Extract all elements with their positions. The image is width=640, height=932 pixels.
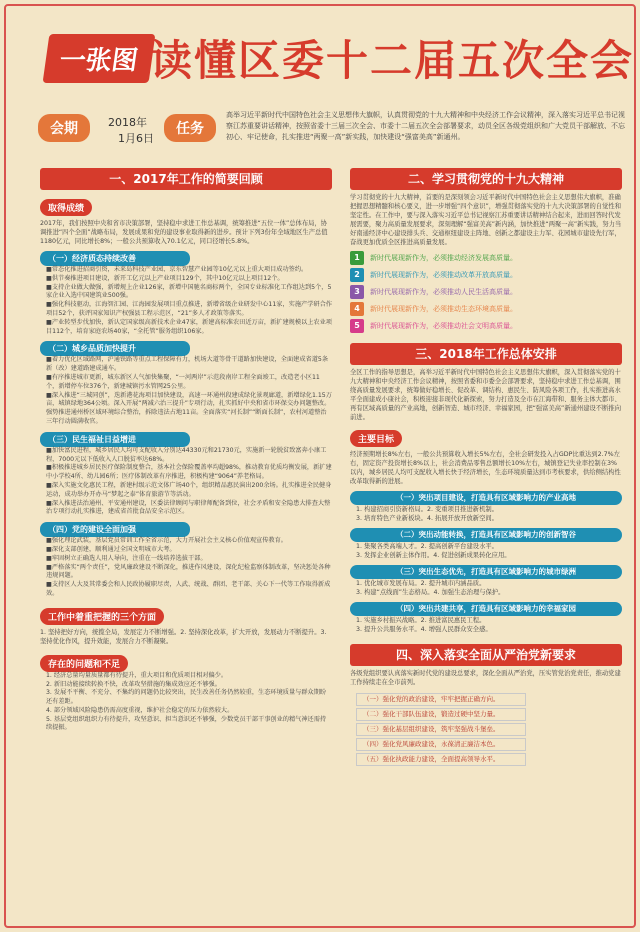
list-item: ■支持企业做大做强，新增规上企业126家，新增中国驰名商标两个，全国专业标准化工作组达到5个，5家企业入选中国建筑业500强。: [46, 283, 332, 300]
list-item: ■积极推进城乡居民医疗保险制度整合，基本社会保险覆盖率均超98%，推动教育优质均衡发展，新扩建中小学校4所、幼儿园6所；医疗体制改革有序推进，积极构建“9064”养老格局。: [46, 464, 332, 481]
section3-title: 三、2018年工作总体安排: [350, 343, 622, 365]
list-item: （二）强化干部队伍建设，锻造过硬中坚力量。: [356, 708, 526, 721]
task-item: 1. 实施乡村振兴战略。2. 推进富民惠民工程。: [356, 617, 486, 624]
task-item: 3. 提升公共服务水平。4. 增强人民群众安全感。: [356, 626, 492, 633]
task-title: （四）突出共建共享，打造具有区域影响力的幸福家园: [350, 602, 622, 616]
list-item: ■供节奏推进项目建设，新开工亿元以上产业项目129个，其中10亿元以上项目12个。: [46, 274, 284, 282]
targets-text: 经济预期增长8%左右，一般公共预算收入增长5%左右，全社会研发投入占GDP比重达到2.7%左右，固定资产投资增长8%以上，社会消费品零售总额增长10%左右，城镇登记失业率控制在3%以内，城乡居民人均可支配收入增长快于经济增长，生态环境质量达到市考核要求，供给侧结构性改革取得新的进展。: [350, 451, 621, 485]
list-item: ■深入推进法治通州、平安通州建设，区委法律顾问与职律师配备到位，社会矛盾和安全隐患大排查大整治专项行动扎实推进，建成省首批食品安全示范区。: [46, 499, 331, 516]
list-item: 1. 经济总量均量质量都有待提升，重大项目和优质项目相对偏少。: [46, 671, 228, 679]
list-item-text: 新时代展现新作为，必须推动改革开放高质量。: [370, 271, 517, 279]
list-item: ■加快富民进程，城乡居民人均可支配收入分别达44330元和21730元，实施新一轮脱贫致富奔小康工程，7000元以下低收入人口脱贫率达68%。: [46, 446, 327, 463]
sub4-list: [40, 537, 332, 599]
number-badge: 3: [350, 285, 364, 299]
three-aspects-tag: 工作中着重把握的三个方面: [40, 608, 164, 625]
achievements-tag: 取得成绩: [40, 199, 92, 216]
task-title: （二）突出动能转换，打造具有区域影响力的创新智谷: [350, 528, 622, 542]
header: [0, 0, 640, 108]
date-year: 2018年: [108, 116, 147, 129]
list-item: （五）强化执政能力建设，全面提高领导水平。: [356, 753, 526, 766]
left-column: [40, 168, 332, 733]
list-item: [350, 319, 622, 333]
list-item: （三）强化基层组织建设，筑牢坚强战斗堡垒。: [356, 723, 526, 736]
achievements-text: 2017年，我们按照中央和省市决策部署，坚持稳中求进工作总基调，统筹推进“五位一体”总体布局，协调推进“四个全面”战略布局，发展成果和党的建设事业取得新的进步。预计下列3份年全域地区生产总值1180亿元，同比增长8%；一般公共预算收入70.1亿元，同口径增长5.8%。: [40, 220, 328, 245]
sub4-tag: （四）党的建设全面加强: [40, 522, 190, 537]
list-item: ■强化理论武装，基层党员常训工作全省示范，大力开展社会主义核心价值观宣传教育。: [46, 537, 287, 545]
number-badge: 5: [350, 319, 364, 333]
section4-text: 各级党组织要认真落实新时代党的建设总要求，深化全面从严治党，压实管党治党责任，推动党建工作持续走在全市前列。: [350, 670, 621, 686]
sub1-list: [40, 266, 332, 336]
list-item: ■深入实施文化惠民工程，新建村级示范文体广场40个，组织精品惠民演出200余场。扎实推进全民健身运动，成功举办开办马“梦起之泰”体育旅游节等活动。: [46, 481, 332, 498]
section2-text: 学习贯彻党的十九大精神，首要的是深刻领会习近平新时代中国特色社会主义思想伟大旗帜，准确把握思想精髓和核心要义，进一步增强“四个意识”，增强贯彻落实党的十九大决策部署的自觉性和坚定性。在工作中，要与深入落实习近平总书记视察江苏重要讲话精神结合起来，进而回答时代发展需要，聚力高质量发展要求，深刻理解“强富美高”新内涵，加快推进“两聚一高”新实践，努力当好南通经济中心建设排头兵、交通枢纽建设主阵地、创新之都建设主力军、花园城市建设先行军，奋战更加优质全区推进高质量发展。: [350, 194, 622, 246]
nine-list: [350, 251, 622, 333]
section2-title: 二、学习贯彻党的十九大精神: [350, 168, 622, 190]
list-item: [350, 285, 622, 299]
number-badge: 4: [350, 302, 364, 316]
task-item: 3. 培育特色产业新板块。4. 拓展开放开放新空间。: [356, 515, 498, 522]
section4-title: 四、深入落实全面从严治党新要求: [350, 644, 622, 666]
issues-tag: 存在的问题和不足: [40, 655, 128, 672]
list-item: ■常态化推进招商引资，未来岛科技产业园、京东智慧产业园等10亿元以上重大项目成功签约。: [46, 266, 308, 273]
sub3-list: [40, 447, 332, 517]
task-item: 1. 构建招商引资新格局。2. 变重项目推进新机制。: [356, 506, 498, 513]
section1-title: 一、2017年工作的简要回顾: [40, 168, 332, 190]
list-item: ■强化科技驱动，江海智汇园、江海园发展项目重点推进，新增省级企业研发中心11家，实施产学研合作项目52个，获评国家知识产权强县工程示范区，“21”多人才政策等落实。: [46, 301, 332, 317]
list-item-text: 新时代展现新作为，必须推动人民生活高质量。: [370, 288, 517, 296]
sub2-tag: （二）城乡品质加快提升: [40, 341, 190, 356]
list-item: 2. 新旧动能接续转换不快，改革攻坚措施的集成效应还不够强。: [46, 680, 221, 688]
sub1-tag: （一）经济质态持续改善: [40, 251, 190, 266]
list-item: （一）强化党的政治建设，牢牢把握正确方向。: [356, 693, 526, 706]
task-item: 3. 发挥企业创新主体作用。4. 促进创新成果转化应用。: [356, 552, 511, 559]
list-item: ■有序推进城市更新，城东新区人气加快集聚，“一河两岸”示范段南岸工程全面竣工，改造老小区11个，新增停车位376个，新建城镇污水管网25公里。: [46, 373, 320, 390]
party-list: [350, 693, 622, 766]
header-badge: 一张图: [43, 34, 156, 83]
list-item: [350, 268, 622, 282]
task-item: 1. 集聚各类高端人才。2. 提高创新平台建设水平。: [356, 543, 498, 550]
page-title: 读懂区委十二届五次全会: [150, 36, 635, 85]
list-item: 3. 发展不平衡、不充分、不集约的问题仍比较突出，民生改善任务仍然较重，生态环境质量与群众期盼还有差距。: [46, 689, 327, 706]
list-item: ■深入推进“三城同创”，迭新港花海项目加快建设，高速一环通州段建成绿化景观廊道，新增绿化1.15万亩，城镇绿地364公顷。深入开展“两减六治三提升”专项行动，扎实抓好中央和省市环保交办问题整改。强势推进通州桥区域环境综合整治，拆除违法占地11亩。全面落实“河长制”“断面长制”，农村河道整治三年行动圆满收官。: [46, 391, 332, 425]
section3-text: 全区工作的指导思想是，高举习近平新时代中国特色社会主义思想伟大旗帜，深入贯彻落实党的十九大精神和中央经济工作会议精神，按照省委和市委全会部署要求，坚持稳中求进工作总基调，围绕高质量发展要求，统筹做好稳增长、促改革、调结构、惠民生、防风险各项工作，扎实推进高水平全面建成小康社会，积极迎接非现代化新探索，努力打造及全市在江海带和、服务主体大都市、再有区域高质量的产业高地，创新智造、城市经济、幸福家园，把“强富美高”新通州建设不断推向前进。: [350, 369, 621, 421]
number-badge: 1: [350, 251, 364, 265]
issues-list: [40, 672, 332, 734]
list-item: ■严格落实“两个责任”，党风廉政建设不断深化，推进作风建设，深化纪检监察体制改革，坚决惩处各种违规问题。: [46, 563, 331, 580]
sub2-list: [40, 356, 332, 426]
task-title: （三）突出生态优先，打造具有区域影响力的城市绿洲: [350, 565, 622, 579]
list-item-text: 新时代展现新作为，必须推动社会文明高质量。: [370, 322, 517, 330]
number-badge: 2: [350, 268, 364, 282]
list-item: 5. 基层党组织组织力有待提升，攻坚意识、担当意识还不够强，少数党员干部干事创业的精气神还需持续提振。: [46, 715, 327, 732]
meeting-label: 会期: [38, 114, 90, 142]
list-item: ■深化支部创建，顺利通过全国文明城市大考。: [46, 545, 176, 553]
list-item-text: 新时代展现新作为，必须推动经济发展高质量。: [370, 254, 517, 262]
sub3-tag: （三）民生福祉日益增进: [40, 432, 190, 447]
list-item: ■支持区人大及其常委会和人民政协履职尽责，人武、统战、群团、老干部、关心下一代等工作取得新成效。: [46, 581, 331, 597]
right-column: [350, 168, 622, 768]
list-item: [350, 251, 622, 265]
task-item: 3. 构建“点线面”生态格局。4. 加强生态治理与保护。: [356, 589, 505, 596]
task-label: 任务: [164, 114, 216, 142]
task-text: 高举习近平新时代中国特色社会主义思想伟大旗帜，认真贯彻党的十九大精神和中央经济工作会议精神，深入落实习近平总书记视察江苏重要讲话精神，按照省委十三届三次全会、市委十二届五次全会部署要求，动员全区各级党组织和广大党员干部解放、不忘初心、牢记使命，扎实推进“两聚一高”新实践，加快建设“强富美高”新通州。: [226, 111, 625, 141]
date-day: 1月6日: [118, 132, 154, 145]
list-item: 4. 部分领域风险隐患仍需高度重视，维护社会稳定的压力依然较大。: [46, 706, 234, 714]
task-title: （一）突出项目建设，打造具有区域影响力的产业高地: [350, 491, 622, 505]
list-item: ■牢固树立正确选人用人导向，注重在一线培养选拔干部。: [46, 554, 207, 562]
targets-tag: 主要目标: [350, 430, 402, 447]
meta-row: [14, 108, 626, 158]
task-item: 1. 优化城市发展布局。2. 提升城市内涵品质。: [356, 580, 486, 587]
list-item: ■产业转型步伐加快，新认定国家级高新技术企业47家，新建高标准农田近万亩，新扩建规模以上农业项目112个，培育家庭农场40家，“全托管”服务组织106家。: [46, 318, 332, 335]
three-aspects-text: 1. 坚持把好方向，统揽全局，发展定力不断增强。2. 坚持深化改革，扩大开放，发展动力不断提升。3. 坚持优化作风，提升效能，发展合力不断凝聚。: [40, 628, 327, 645]
list-item: ■着力优化区域路网，沪通铁路等重点工程保障有力，机场大道等骨干道路加快建设，全面建成省道5条新（改）建道路建成通车。: [46, 356, 329, 373]
list-item-text: 新时代展现新作为，必须推动生态环境高质量。: [370, 305, 517, 313]
list-item: [350, 302, 622, 316]
list-item: （四）强化党风廉政建设，永葆清正廉洁本色。: [356, 738, 526, 751]
